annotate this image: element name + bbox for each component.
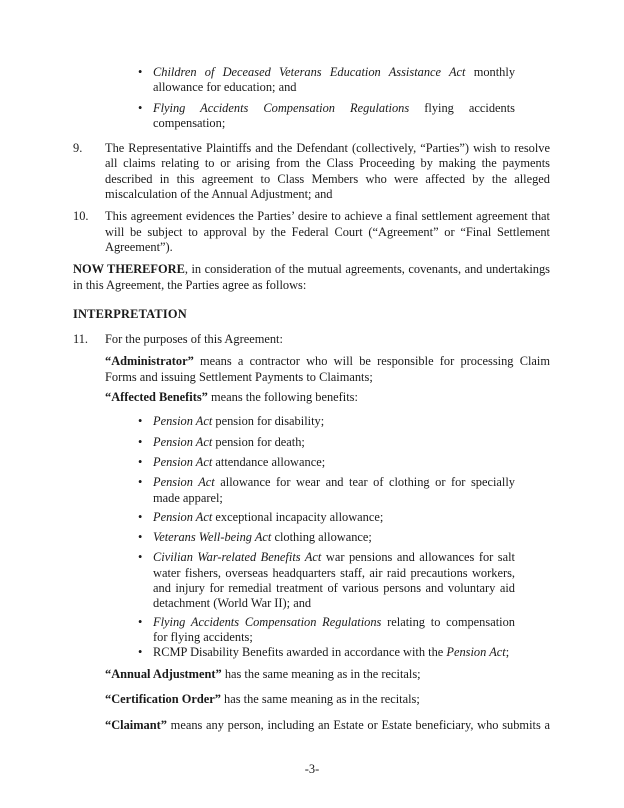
bullet-text-rest: monthly allowance for education; and (153, 65, 516, 95)
act-name-italic: Pension Act (153, 434, 213, 449)
list-item (138, 645, 515, 660)
bullet-icon: • (138, 434, 143, 449)
definition-text: means a contractor who will be responsible for processing Claim Forms and issuing Settlement Payments to Claimants; (105, 354, 550, 384)
list-item (138, 475, 515, 506)
definition-term: “Affected Benefits” (105, 390, 208, 405)
interpretation-heading: INTERPRETATION (73, 306, 187, 321)
bullet-text-rest: flying accidents compensation; (153, 100, 516, 130)
intro-bullet-list (73, 65, 550, 131)
bullet-text (153, 414, 515, 429)
page-number: -3- (304, 762, 320, 776)
bullet-text (153, 101, 515, 132)
act-name-italic: Civilian War-related Benefits Act (153, 550, 322, 565)
now-therefore-bold: NOW THEREFORE (73, 262, 185, 277)
definition-affected-benefits (105, 390, 550, 405)
act-name-italic: Pension Act (153, 454, 213, 469)
bullet-icon: • (138, 475, 143, 490)
bullet-text-rest: clothing allowance; (271, 530, 372, 545)
bullet-text (153, 65, 515, 96)
list-item (138, 550, 515, 611)
bullet-text (153, 435, 515, 450)
act-name-italic: Pension Act (153, 414, 213, 429)
numbered-item-11 (73, 332, 550, 347)
bullet-icon: • (138, 645, 143, 660)
act-name-italic: Pension Act (153, 475, 215, 490)
act-name-italic: Children of Deceased Veterans Education Assistance Act (153, 65, 466, 79)
bullet-icon: • (138, 550, 143, 565)
bullet-text-pre: RCMP Disability Benefits awarded in accordance with the (153, 645, 447, 660)
bullet-text-rest: exceptional incapacity allowance; (212, 509, 384, 524)
item-text: This agreement evidences the Parties’ desire to achieve a final settlement agreement that will be subject to approval by the Federal Court (“Agreement” or “Final Settlement Agreement”). (105, 209, 550, 254)
act-name-italic: Flying Accidents Compensation Regulations (153, 100, 410, 115)
bullet-text (153, 530, 515, 545)
definition-term: “Claimant” (105, 718, 167, 733)
numbered-item-9 (73, 141, 550, 202)
bullet-text-rest: war pensions and allowances for salt water fishers, overseas headquarters staff, air raid precautions workers, and injury for remedial treatment of various persons and voluntary aid detachment (World War II); and (153, 550, 515, 611)
definition-term: “Administrator” (105, 354, 194, 369)
bullet-icon: • (138, 65, 143, 79)
bullet-icon: • (138, 454, 143, 469)
bullet-text (153, 645, 515, 660)
bullet-icon: • (138, 100, 143, 115)
definition-term: “Certification Order” (105, 691, 221, 706)
definition-text: has the same meaning as in the recitals; (220, 691, 420, 706)
bullet-icon: • (138, 509, 143, 524)
definition-certification-order (105, 692, 550, 707)
bullet-text (153, 475, 515, 506)
now-therefore-paragraph (73, 262, 550, 293)
bullet-text-rest: ; (505, 645, 510, 660)
item-text: The Representative Plaintiffs and the Defendant (collectively, “Parties”) wish to resolve all claims relating to or arising from the Class Proceeding by making the payments described in this agreement to Class Members who were affected by the alleged miscalculation of the Annual Adjustment; and (105, 141, 550, 202)
list-item (138, 530, 515, 545)
bullet-text (153, 510, 515, 525)
bullet-text-rest: relating to compensation for flying accidents; (153, 614, 515, 644)
bullet-text-rest: attendance allowance; (212, 454, 326, 469)
definition-text: means the following benefits: (207, 390, 358, 405)
bullet-text-rest: pension for disability; (212, 414, 325, 429)
definition-annual-adjustment (105, 667, 550, 682)
now-therefore-rest: , in consideration of the mutual agreements, covenants, and undertakings in this Agreement, the Parties agree as follows: (73, 262, 550, 292)
list-item (138, 65, 515, 96)
item-number: 10. (73, 209, 89, 224)
benefits-bullet-list (73, 414, 550, 660)
list-item (138, 615, 515, 646)
bullet-icon: • (138, 530, 143, 545)
numbered-item-10 (73, 209, 550, 255)
act-name-italic: Pension Act (153, 509, 213, 524)
item-text: For the purposes of this Agreement: (105, 332, 283, 347)
list-item (138, 510, 515, 525)
list-item (138, 414, 515, 429)
bullet-text-rest: allowance for wear and tear of clothing or for specially made apparel; (153, 475, 515, 505)
item-number: 9. (73, 141, 83, 156)
bullet-text-rest: pension for death; (212, 434, 305, 449)
definition-claimant (105, 718, 550, 733)
bullet-text (153, 550, 515, 611)
bullet-text (153, 615, 515, 646)
act-name-italic: Pension Act (446, 645, 506, 660)
list-item (138, 435, 515, 450)
bullet-text (153, 455, 515, 470)
item-number: 11. (73, 332, 89, 347)
definition-text: has the same meaning as in the recitals; (221, 666, 421, 681)
act-name-italic: Veterans Well-being Act (153, 530, 272, 545)
list-item (138, 455, 515, 470)
definition-administrator (105, 354, 550, 385)
bullet-icon: • (138, 614, 143, 629)
act-name-italic: Flying Accidents Compensation Regulations (153, 614, 382, 629)
list-item (138, 101, 515, 132)
bullet-icon: • (138, 414, 143, 429)
definition-term: “Annual Adjustment” (105, 666, 222, 681)
definition-text: means any person, including an Estate or Estate beneficiary, who submits a (166, 718, 550, 733)
